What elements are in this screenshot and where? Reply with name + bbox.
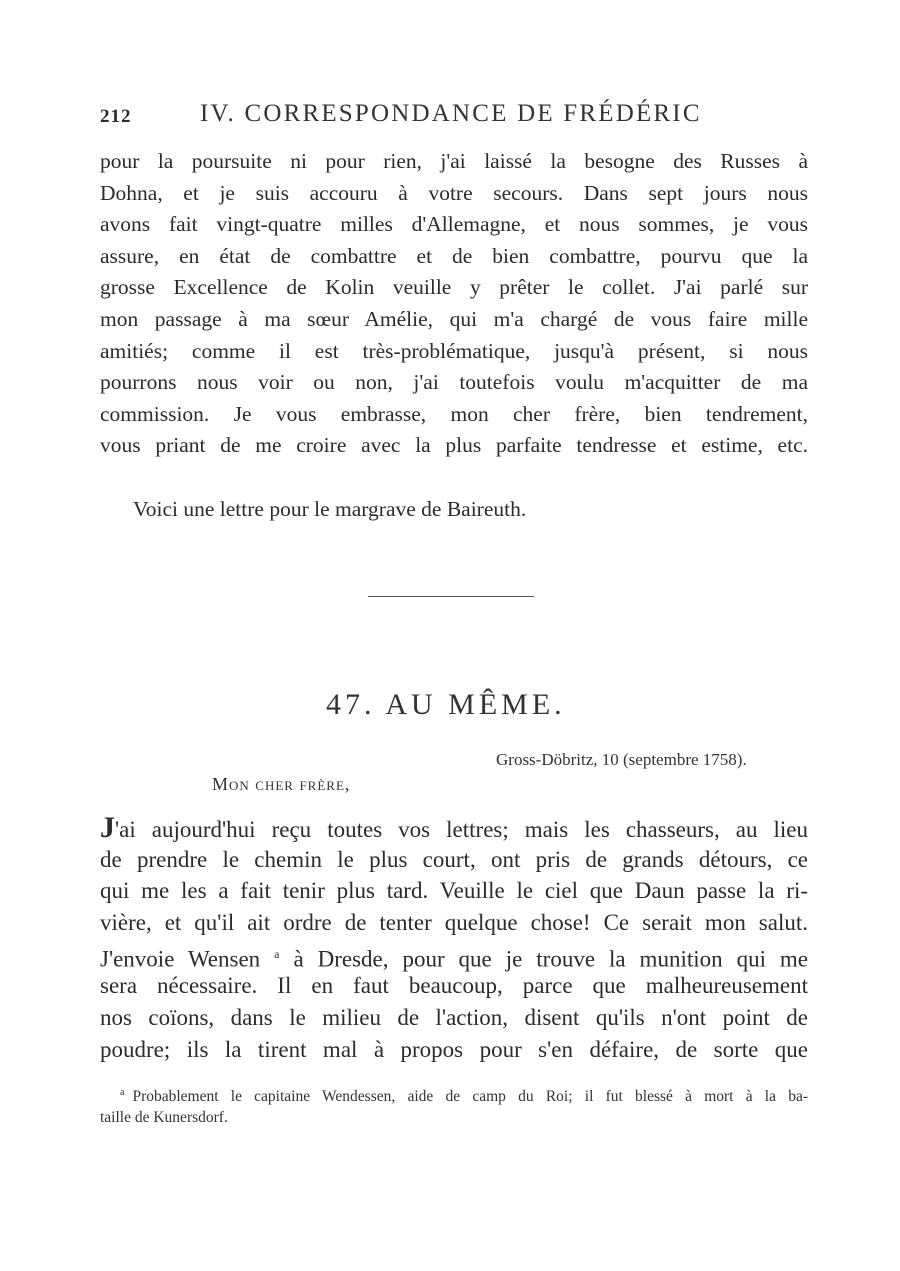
dropcap: J bbox=[100, 811, 115, 844]
running-head: IV. CORRESPONDANCE DE FRÉDÉRIC bbox=[200, 100, 702, 127]
text-line: commission. Je vous embrasse, mon cher frère, bien tendrement, bbox=[100, 401, 808, 426]
text-line bbox=[100, 939, 808, 971]
text-line: mon passage à ma sœur Amélie, qui m'a chargé de vous faire mille bbox=[100, 306, 808, 331]
text-line: Dohna, et je suis accouru à votre secours. Dans sept jours nous bbox=[100, 180, 808, 205]
page-number: 212 bbox=[100, 106, 132, 127]
postscript: Voici une lettre pour le margrave de Baireuth. bbox=[133, 497, 527, 521]
text-line: qui me les a fait tenir plus tard. Veuille le ciel que Daun passe la ri- bbox=[100, 878, 808, 904]
letter-body bbox=[100, 812, 808, 1066]
text-line: pour la poursuite ni pour rien, j'ai laissé la besogne des Russes à bbox=[100, 149, 808, 173]
text-segment: J'envoie Wensen bbox=[100, 946, 261, 972]
text-line: avons fait vingt-quatre milles d'Allemagne, et nous sommes, je vous bbox=[100, 212, 808, 237]
text-line: grosse Excellence de Kolin veuille y prêter le collet. J'ai parlé sur bbox=[100, 275, 808, 300]
dateline: Gross-Döbritz, 10 (septembre 1758). bbox=[496, 750, 747, 769]
text-line: vous priant de me croire avec la plus parfaite tendresse et estime, etc. bbox=[100, 433, 808, 458]
text-line: vière, et qu'il ait ordre de tenter quelque chose! Ce serait mon salut. bbox=[100, 910, 808, 936]
text-line bbox=[100, 812, 808, 844]
footnote bbox=[100, 1082, 808, 1128]
letter-title: 47. AU MÊME. bbox=[326, 688, 566, 721]
text-line: pourrons nous voir ou non, j'ai toutefois voulu m'acquitter de ma bbox=[100, 370, 808, 395]
text-segment: à Dresde, pour que je trouve la munition qui me bbox=[279, 946, 809, 972]
salutation: Mon cher frère, bbox=[212, 774, 351, 794]
footnote-line: taille de Kunersdorf. bbox=[100, 1109, 228, 1127]
text-line: amitiés; comme il est très-problématique, jusqu'à présent, si nous bbox=[100, 338, 808, 363]
text-line: sera nécessaire. Il en faut beaucoup, parce que malheureusement bbox=[100, 973, 808, 999]
footnote-text: Probablement le capitaine Wendessen, aide de camp du Roi; il fut blessé à mort à la ba- bbox=[132, 1088, 808, 1106]
footnote-line bbox=[100, 1082, 808, 1107]
text-line: nos coïons, dans le milieu de l'action, disent qu'ils n'ont point de bbox=[100, 1005, 808, 1031]
text-line: poudre; ils la tirent mal à propos pour s'en défaire, de sorte que bbox=[100, 1036, 808, 1062]
footnote-reference[interactable]: a bbox=[274, 946, 280, 961]
text-line: de prendre le chemin le plus court, ont pris de grands détours, ce bbox=[100, 846, 808, 872]
footnote-mark: a bbox=[120, 1087, 125, 1098]
section-divider bbox=[368, 596, 534, 597]
text-line: assure, en état de combattre et de bien combattre, pourvu que la bbox=[100, 243, 808, 268]
continued-letter-body bbox=[100, 146, 808, 462]
text-line-rest: 'ai aujourd'hui reçu toutes vos lettres; mais les chasseurs, au lieu bbox=[115, 817, 808, 842]
